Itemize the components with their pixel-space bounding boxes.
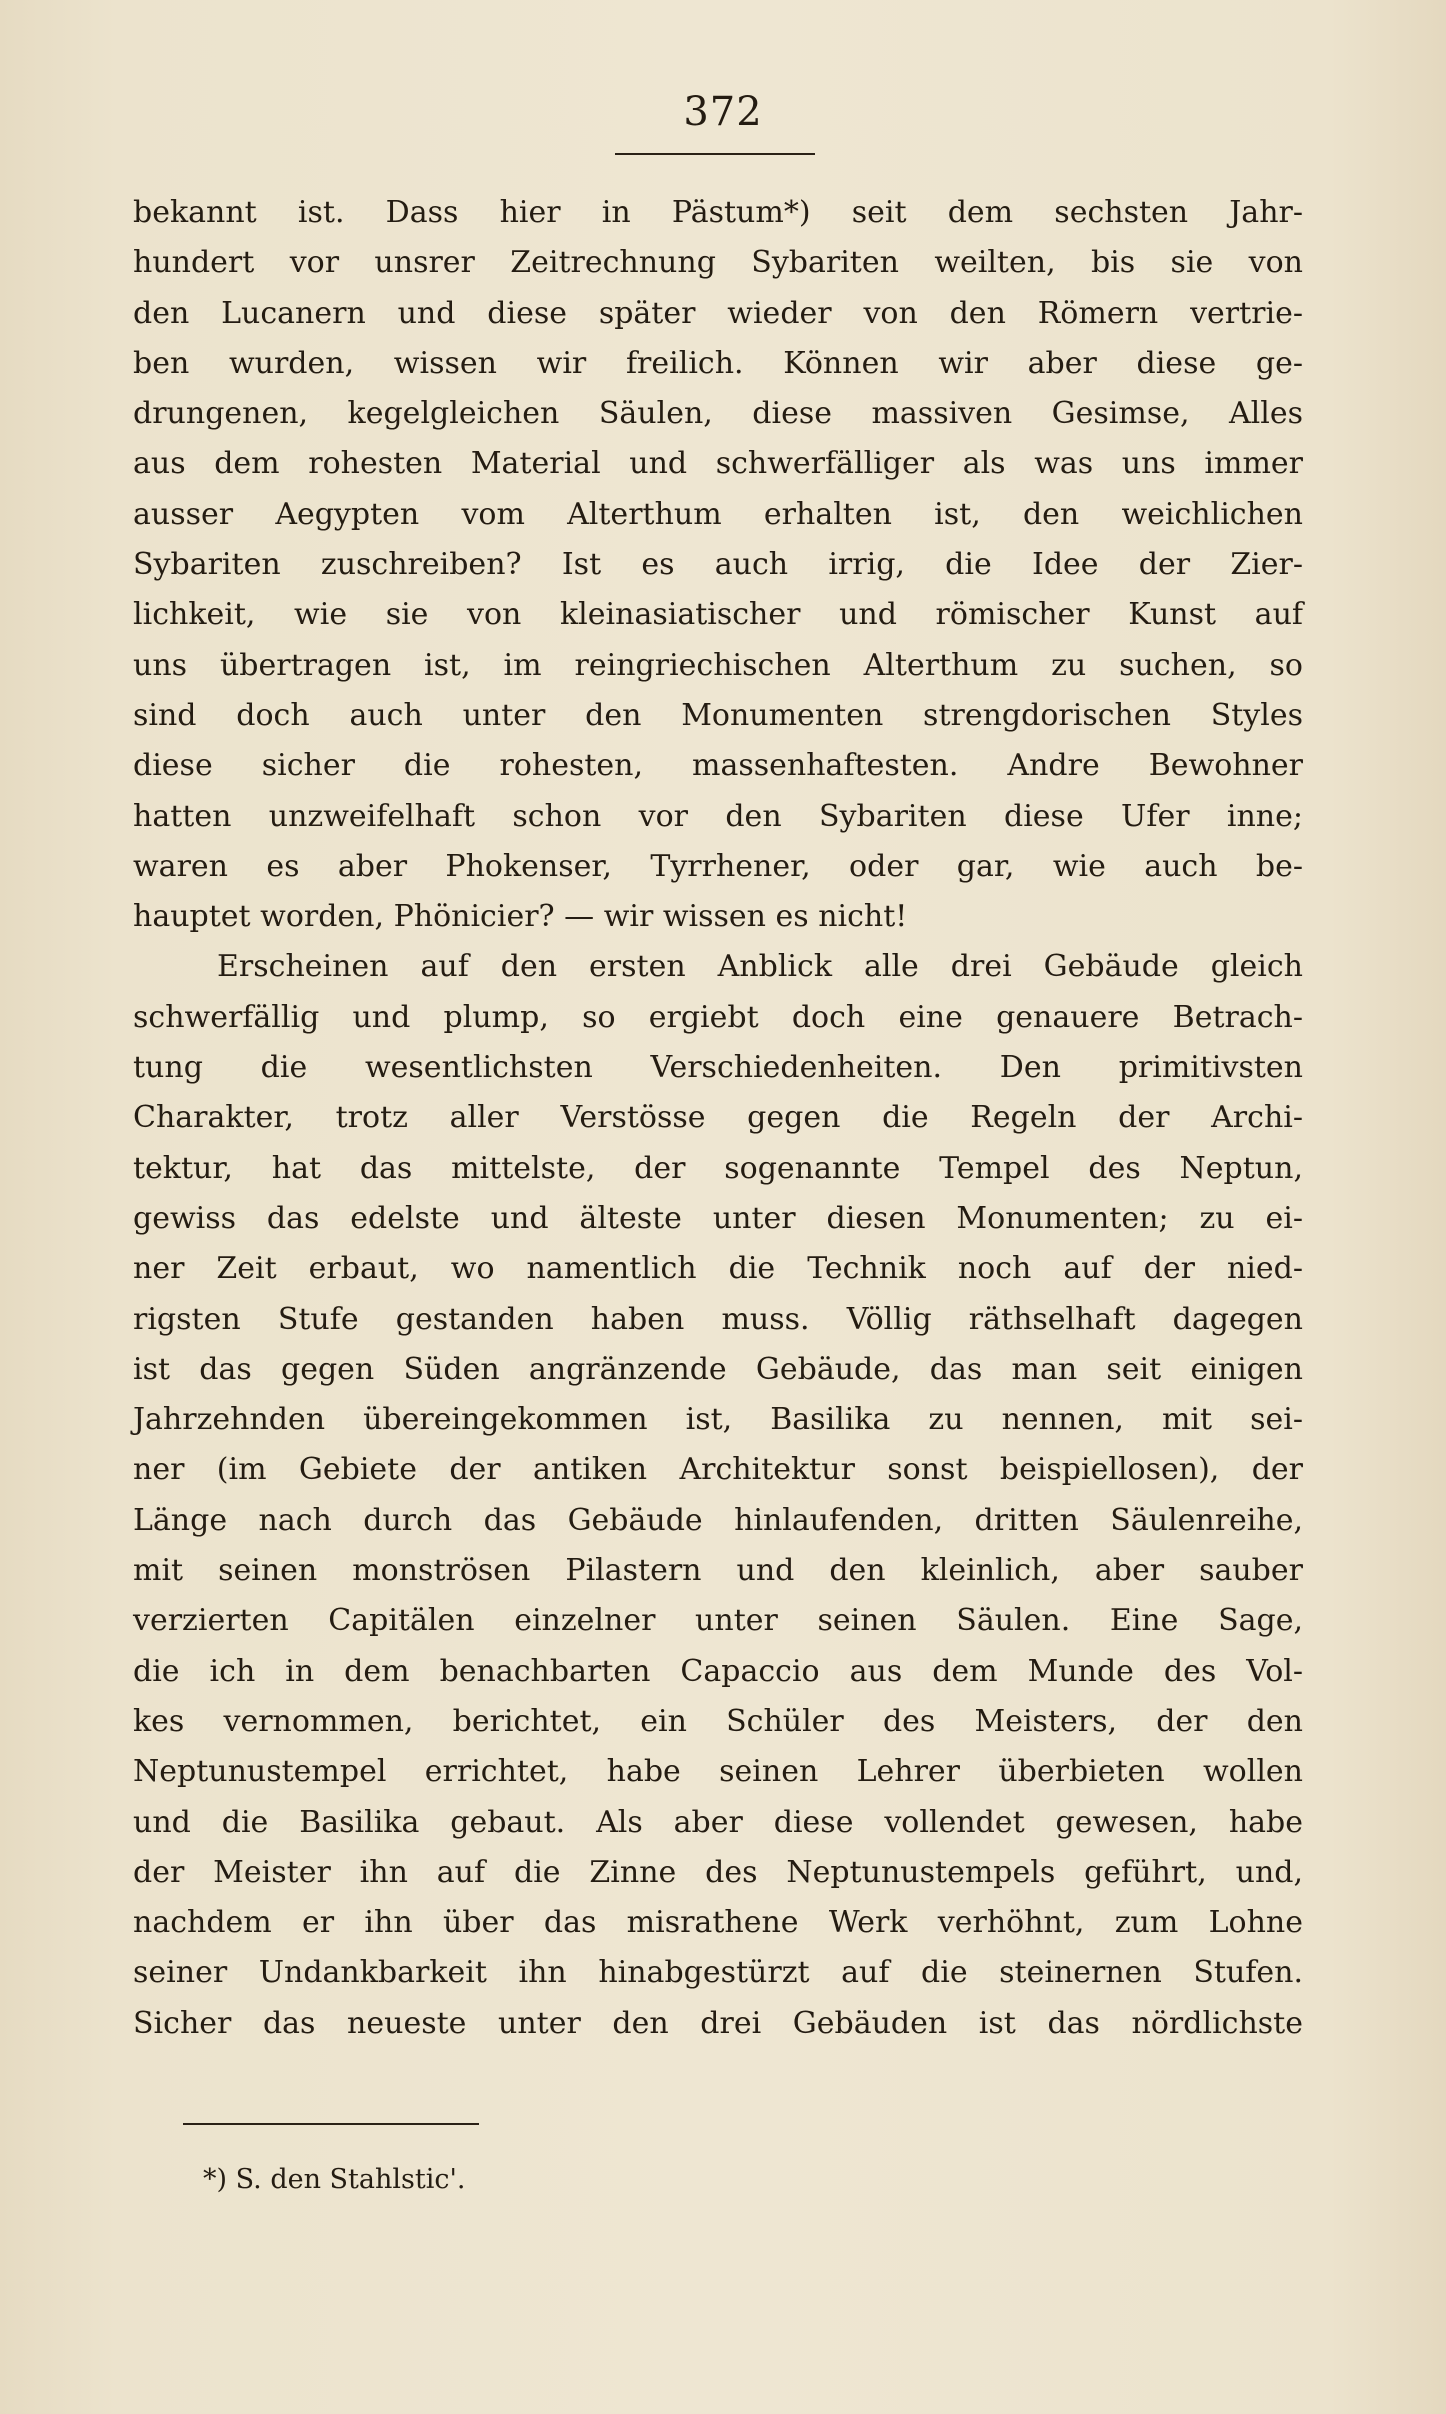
text-line: Neptunustempel errichtet, habe seinen Lehrer überbieten wollen — [133, 1754, 1303, 1790]
text-line: lichkeit, wie sie von kleinasiatischer und römischer Kunst auf — [133, 597, 1303, 633]
text-line: tektur, hat das mittelste, der sogenannte Tempel des Neptun, — [133, 1150, 1303, 1186]
text-line: sind doch auch unter den Monumenten strengdorischen Styles — [133, 697, 1303, 733]
header-rule — [615, 153, 815, 155]
paragraph-start-line: Erscheinen auf den ersten Anblick alle drei Gebäude gleich — [217, 949, 1303, 985]
text-line: rigsten Stufe gestanden haben muss. Völlig räthselhaft dagegen — [133, 1301, 1303, 1337]
text-line: ner (im Gebiete der antiken Architektur sonst beispiellosen), der — [133, 1452, 1303, 1488]
text-line: ner Zeit erbaut, wo namentlich die Technik noch auf der nied- — [133, 1251, 1303, 1287]
text-line: ben wurden, wissen wir freilich. Können wir aber diese ge- — [133, 345, 1303, 381]
text-line: uns übertragen ist, im reingriechischen Alterthum zu suchen, so — [133, 647, 1303, 683]
text-line: Sybariten zuschreiben? Ist es auch irrig, die Idee der Zier- — [133, 547, 1303, 583]
text-line: aus dem rohesten Material und schwerfälliger als was uns immer — [133, 446, 1303, 482]
text-line: Länge nach durch das Gebäude hinlaufenden, dritten Säulenreihe, — [133, 1502, 1303, 1538]
text-line: hundert vor unsrer Zeitrechnung Sybariten weilten, bis sie von — [133, 245, 1303, 281]
body-text — [133, 188, 1303, 2049]
text-line: nachdem er ihn über das misrathene Werk verhöhnt, zum Lohne — [133, 1905, 1303, 1941]
text-line: verzierten Capitälen einzelner unter seinen Säulen. Eine Sage, — [133, 1603, 1303, 1639]
footnote: *) S. den Stahlstic'. — [203, 2164, 466, 2195]
text-line: seiner Undankbarkeit ihn hinabgestürzt auf die steinernen Stufen. — [133, 1955, 1303, 1991]
text-line: drungenen, kegelgleichen Säulen, diese massiven Gesimse, Alles — [133, 396, 1303, 432]
page-number: 372 — [683, 89, 763, 135]
text-line: die ich in dem benachbarten Capaccio aus dem Munde des Vol- — [133, 1653, 1303, 1689]
text-line: schwerfällig und plump, so ergiebt doch eine genauere Betrach- — [133, 999, 1303, 1035]
text-line: Sicher das neueste unter den drei Gebäuden ist das nördlichste — [133, 2005, 1303, 2041]
text-line: Charakter, trotz aller Verstösse gegen die Regeln der Archi- — [133, 1100, 1303, 1136]
text-line: waren es aber Phokenser, Tyrrhener, oder gar, wie auch be- — [133, 848, 1303, 884]
text-line: diese sicher die rohesten, massenhaftesten. Andre Bewohner — [133, 748, 1303, 784]
text-line: ausser Aegypten vom Alterthum erhalten ist, den weichlichen — [133, 496, 1303, 532]
text-line: hatten unzweifelhaft schon vor den Sybariten diese Ufer inne; — [133, 798, 1303, 834]
text-line: und die Basilika gebaut. Als aber diese vollendet gewesen, habe — [133, 1804, 1303, 1840]
text-line: ist das gegen Süden angränzende Gebäude, das man seit einigen — [133, 1351, 1303, 1387]
text-line: bekannt ist. Dass hier in Pästum*) seit dem sechsten Jahr- — [133, 195, 1303, 230]
text-line: hauptet worden, Phönicier? — wir wissen es nicht! — [133, 899, 908, 935]
text-line: gewiss das edelste und älteste unter diesen Monumenten; zu ei- — [133, 1200, 1303, 1236]
text-line: mit seinen monströsen Pilastern und den kleinlich, aber sauber — [133, 1553, 1303, 1589]
text-line: Jahrzehnden übereingekommen ist, Basilika zu nennen, mit sei- — [133, 1402, 1303, 1438]
text-line: der Meister ihn auf die Zinne des Neptunustempels geführt, und, — [133, 1854, 1303, 1890]
text-line: kes vernommen, berichtet, ein Schüler des Meisters, der den — [133, 1703, 1303, 1739]
footnote-rule — [183, 2123, 479, 2125]
text-line: den Lucanern und diese später wieder von den Römern vertrie- — [133, 295, 1303, 331]
text-line: tung die wesentlichsten Verschiedenheiten. Den primitivsten — [133, 1050, 1303, 1086]
